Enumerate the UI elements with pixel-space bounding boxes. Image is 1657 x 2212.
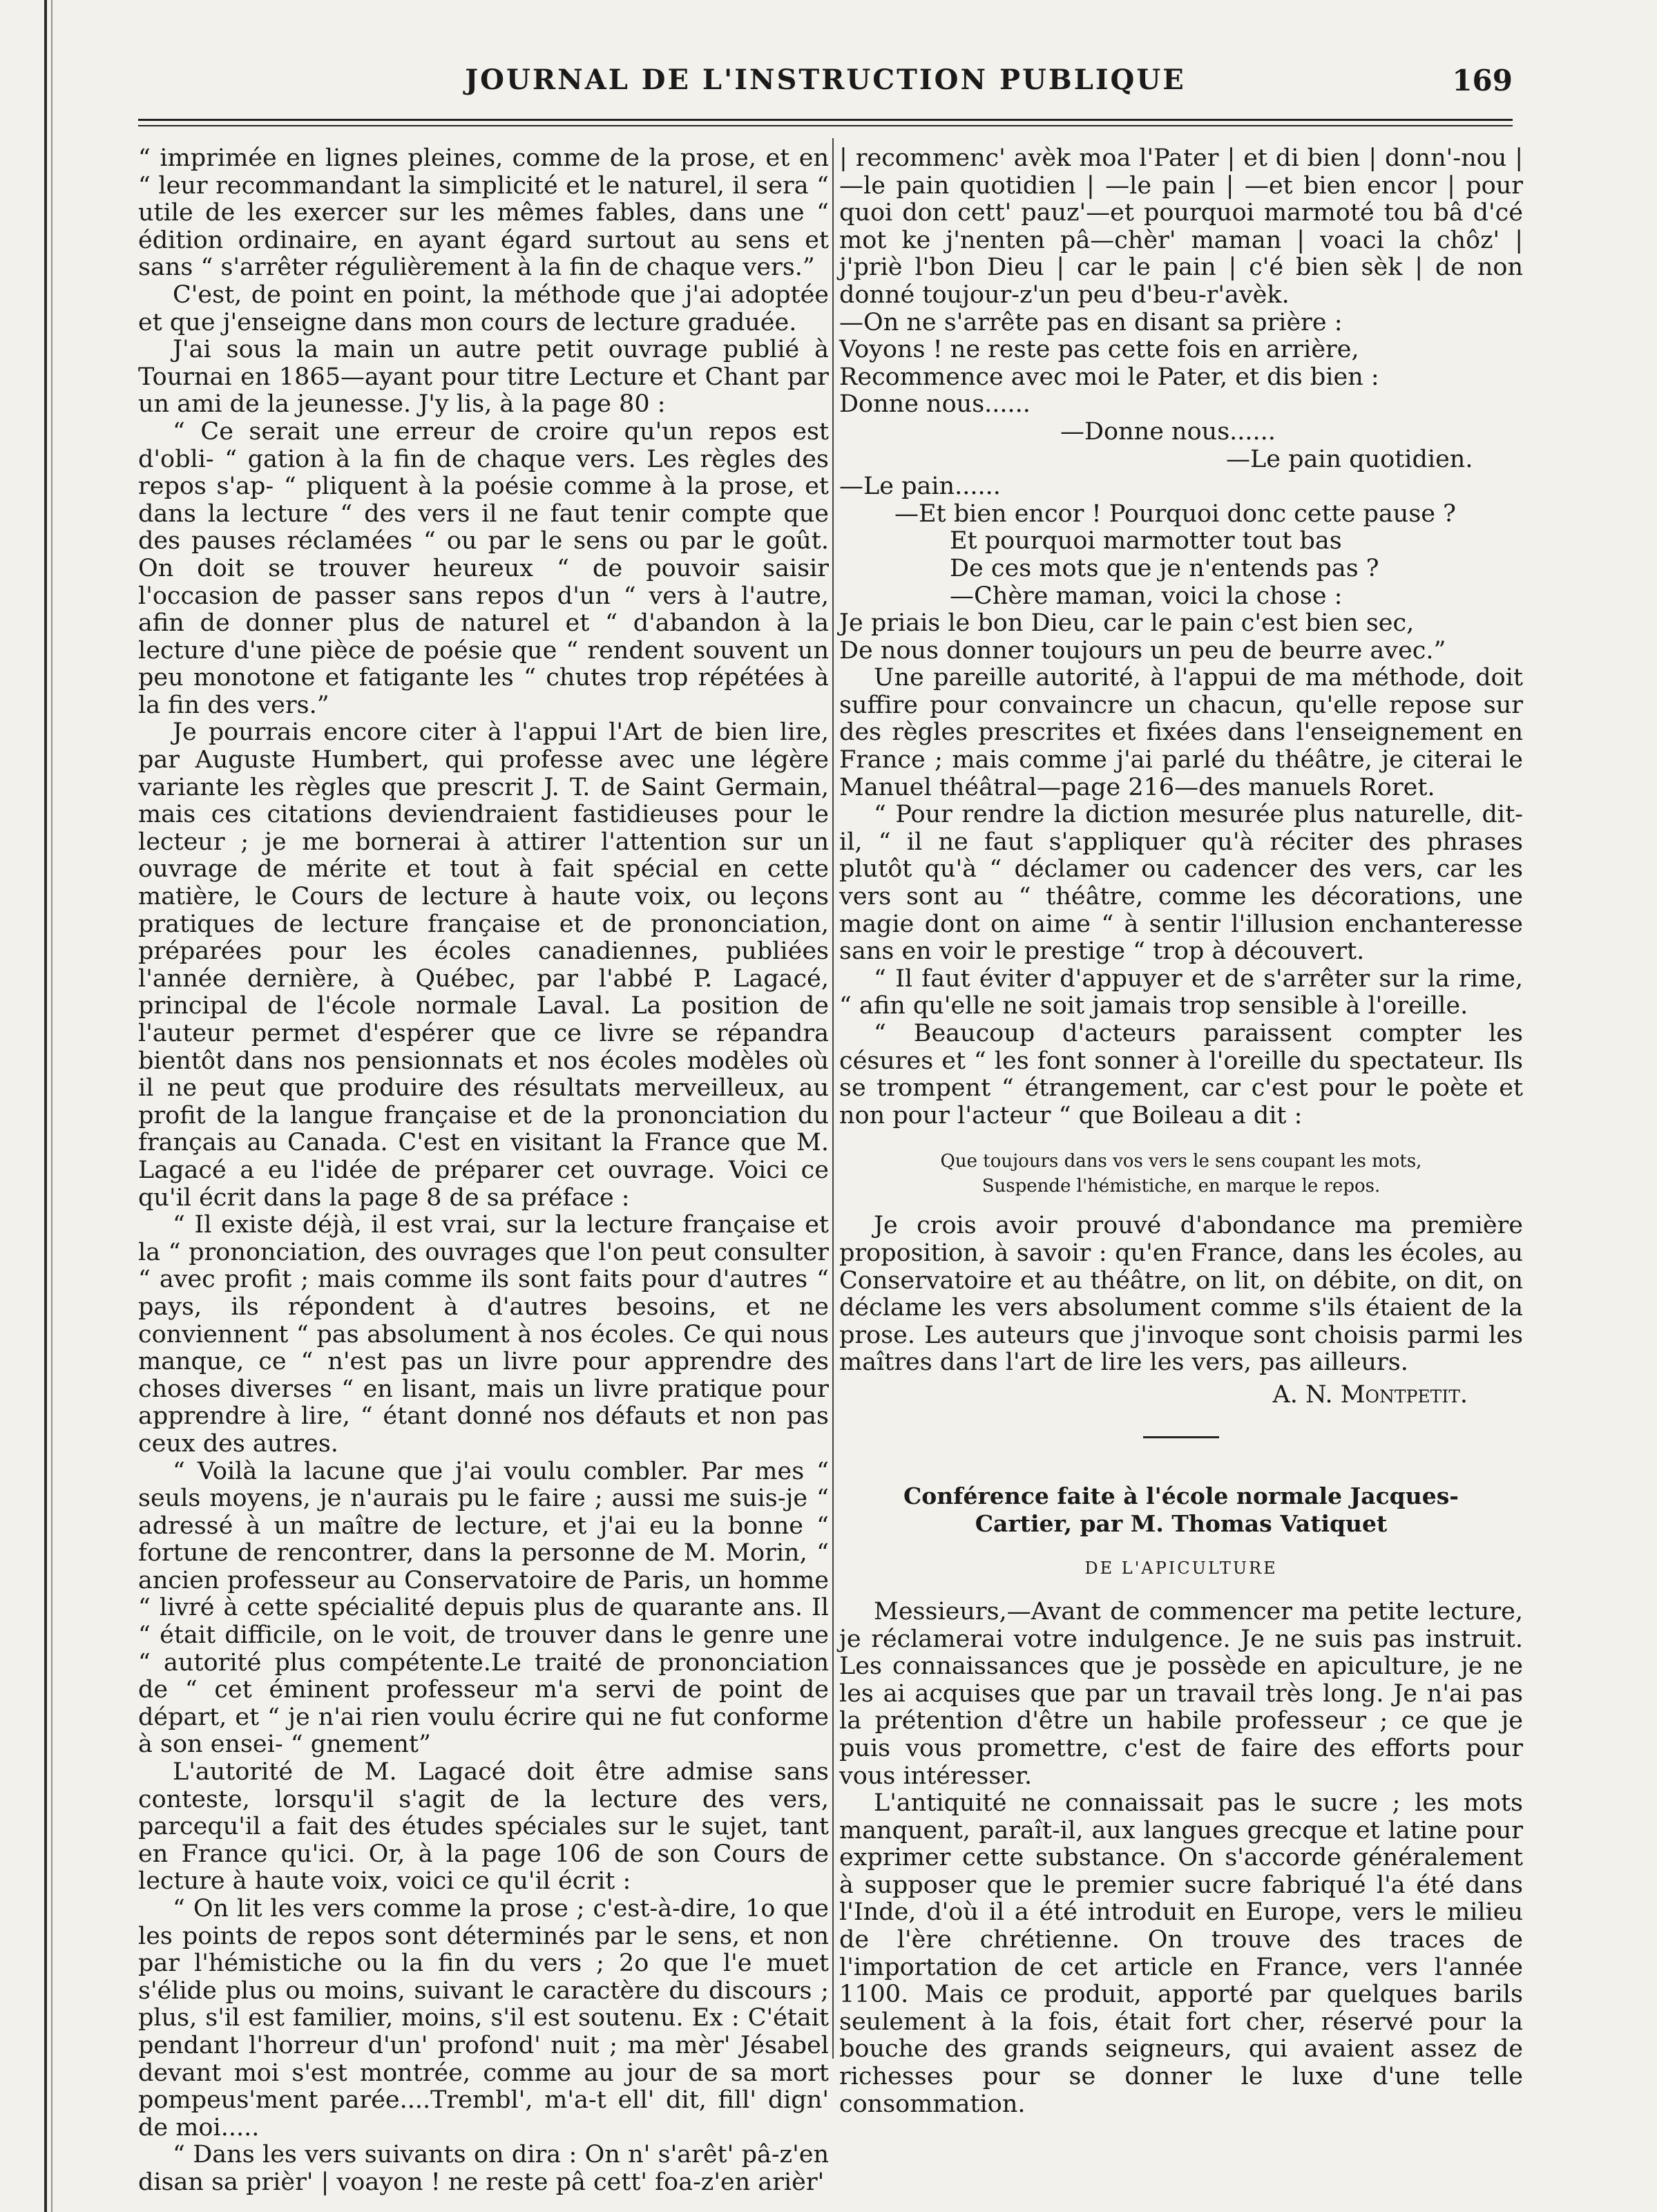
binding-edge <box>44 0 47 2212</box>
quotation: “ Il existe déjà, il est vrai, sur la lecture française et la “ prononciation, des ouvrages que l'on peut consulter “ avec profit ; mais comme ils sont faits pour d'autres “ pays, ils répondent à d'autres besoins, et ne conviennent “ pas absolument à nos écoles. Ce qui nous manque, ce “ n'est pas un livre pour apprendre des choses diverses “ en lisant, mais un livre pratique pour apprendre à lire, “ étant donné nos défauts et non pas ceux des autres. <box>138 1211 829 1458</box>
quotation: “ Voilà la lacune que j'ai voulu combler. Par mes “ seuls moyens, je n'aurais pu le faire ; aussi me suis-je “ adressé à un maître de lecture, et j'ai eu la bonne “ fortune de rencontrer, dans la personne de M. Morin, “ ancien professeur au Conservatoire de Paris, un homme “ livré à cette spécialité depuis plus de quarante ans. Il “ était difficile, on le voit, de trouver dans le genre une “ autorité plus compétente.Le traité de prononciation de “ cet éminent professeur m'a servi de point de départ, et “ je n'ai rien voulu écrire qui ne fut conforme à son ensei- “ gnement” <box>138 1457 829 1759</box>
paragraph: L'antiquité ne connaissait pas le sucre ; les mots manquent, paraît-il, aux langues grecque et latine pour exprimer cette substance. On s'accorde généralement à supposer que le premier sucre fabriqué l'a été dans l'Inde, d'où il a été introduit en Europe, vers le milieu de l'ère chrétienne. On trouve des traces de l'importation de cet article en France, vers l'année 1100. Mais ce produit, apporté par quelques barils seulement à la fois, était fort cher, réservé pour la bouche des grands seigneurs, qui avaient assez de richesses pour se donner le luxe d'une telle consommation. <box>839 1789 1523 2118</box>
boileau-quote <box>839 1149 1523 1199</box>
paragraph: | recommenc' avèk moa l'Pater | et di bien | donn'-nou | —le pain quotidien | —le pain | —et bien encor | pour quoi don cett' pauz'—et pourquoi marmoté tou bâ d'cé mot ke j'nenten pâ—chèr' maman | voaci la chôz' | j'priè l'bon Dieu | car le pain | c'é bien sèk | de non donné toujour-z'un peu d'beu-r'avèk. <box>839 144 1523 309</box>
quotation: “ Ce serait une erreur de croire qu'un repos est d'obli- “ gation à la fin de chaque vers. Les règles des repos s'ap- “ pliquent à la poésie comme à la prose, et dans la lecture “ des vers il ne faut tenir compte que des pauses réclamées “ ou par le sens ou par le goût. On doit se trouver heureux “ de pouvoir saisir l'occasion de passer sans repos d'un “ vers à l'autre, afin de donner plus de naturel et “ d'abandon à la lecture d'une pièce de poésie que “ rendent souvent un peu monotone et fatigante les “ chutes trop répétées à la fin des vers.” <box>138 417 829 719</box>
verse-line: —Et bien encor ! Pourquoi donc cette pause ? <box>894 499 1456 528</box>
verse-line: Je priais le bon Dieu, car le pain c'est bien sec, <box>839 609 1415 638</box>
paragraph: J'ai sous la main un autre petit ouvrage publié à Tournai en 1865—ayant pour titre Lecture et Chant par un ami de la jeunesse. J'y lis, à la page 80 : <box>138 336 829 419</box>
verse-line: —Donne nous...... <box>1060 417 1276 446</box>
article-subheading: DE L'APICULTURE <box>1084 1558 1278 1578</box>
verse-line: Et pourquoi marmotter tout bas <box>950 527 1342 555</box>
verse-line: De ces mots que je n'entends pas ? <box>950 554 1379 582</box>
binding-shadow <box>51 0 52 2212</box>
paragraph: “ imprimée en lignes pleines, comme de la prose, et en “ leur recommandant la simplicité et le naturel, il sera “ utile de les exercer sur les mêmes fables, dans une “ édition ordinaire, en ayant égard surtout au sens et sans “ s'arrêter régulièrement à la fin de chaque vers.” <box>138 144 829 282</box>
header-rule-top <box>138 119 1513 121</box>
quotation: “ Dans les vers suivants on dira : On n' s'arêt' pâ-z'en disan sa prièr' | voayon ! ne reste pâ cett' foa-z'en arièr' <box>138 2141 829 2196</box>
paragraph: L'autorité de M. Lagacé doit être admise sans conteste, lorsqu'il s'agit de la lecture des vers, parcequ'il a fait des études spéciales sur le sujet, tant en France qu'ici. Or, à la page 106 de son Cours de lecture à haute voix, voici ce qu'il écrit : <box>138 1758 829 1896</box>
verse-line: De nous donner toujours un peu de beurre avec.” <box>839 636 1446 665</box>
header-rule-bottom <box>138 125 1513 126</box>
quotation: “ Beaucoup d'acteurs paraissent compter les césures et “ les font sonner à l'oreille du spectateur. Ils se trompent “ étrangement, car c'est pour le poète et non pour l'acteur “ que Boileau a dit : <box>839 1020 1523 1129</box>
paragraph: Je pourrais encore citer à l'appui l'Art de bien lire, par Auguste Humbert, qui professe avec une légère variante les règles que prescrit J. T. de Saint Germain, mais ces citations deviendraient fastidieuses pour le lecteur ; je me bornerai à attirer l'attention sur un ouvrage de mérite et tout à fait spécial en cette matière, le Cours de lecture à haute voix, ou leçons pratiques de lecture française et de prononciation, préparées pour les écoles canadiennes, publiées l'année dernière, à Québec, par l'abbé P. Lagacé, principal de l'école normale Laval. La position de l'auteur permet d'espérer que ce livre se répandra bientôt dans nos pensionnats et nos écoles modèles où il ne peut que produire des résultats merveilleux, au profit de la langue française et de la prononciation du français au Canada. C'est en visitant la France que M. Lagacé a eu l'idée de préparer cet ouvrage. Voici ce qu'il écrit dans la page 8 de sa préface : <box>138 718 829 1212</box>
page-number: 169 <box>1452 64 1513 97</box>
quote-line: Que toujours dans vos vers le sens coupant les mots, <box>940 1151 1422 1172</box>
quotation: “ Il faut éviter d'appuyer et de s'arrêter sur la rime, “ afin qu'elle ne soit jamais trop sensible à l'oreille. <box>839 964 1523 1020</box>
running-header <box>104 64 1547 105</box>
running-title: JOURNAL DE L'INSTRUCTION PUBLIQUE <box>465 64 1186 96</box>
column-divider <box>832 138 834 2059</box>
author-signature: A. N. Montpetit. <box>1272 1380 1468 1409</box>
article-heading: Conférence faite à l'école normale Jacques-Cartier, par M. Thomas Vatiquet <box>903 1482 1459 1537</box>
paragraph: Messieurs,—Avant de commencer ma petite lecture, je réclamerai votre indulgence. Je ne suis pas instruit. Les connaissances que je possède en apiculture, je ne les ai acquises que par un travail très long. Je n'ai pas la prétention d'être un habile professeur ; ce que je puis vous promettre, c'est de faire des efforts pour vous intéresser. <box>839 1597 1523 1790</box>
quote-line: Suspende l'hémistiche, en marque le repos. <box>981 1176 1381 1197</box>
right-column <box>839 144 1523 2118</box>
left-column <box>138 144 829 2196</box>
verse-line: —Le pain...... <box>839 473 1001 501</box>
section-separator <box>1143 1436 1219 1438</box>
paragraph: C'est, de point en point, la méthode que j'ai adoptée et que j'enseigne dans mon cours de lecture graduée. <box>138 280 829 336</box>
verse-line: Voyons ! ne reste pas cette fois en arrière, <box>839 336 1359 364</box>
verse-line: —Le pain quotidien. <box>1226 445 1473 473</box>
quotation: “ Pour rendre la diction mesurée plus naturelle, dit-il, “ il ne faut s'appliquer qu'à réciter des phrases plutôt qu'à “ déclamer ou cadencer des vers, car les vers sont au “ théâtre, comme les décorations, une magie dont on aime “ à sentir l'illusion enchanteresse sans en voir le prestige “ trop à découvert. <box>839 801 1523 966</box>
verse-line: —Chère maman, voici la chose : <box>950 582 1343 610</box>
verse-line: Recommence avec moi le Pater, et dis bien : <box>839 363 1379 391</box>
verse-line: —On ne s'arrête pas en disant sa prière : <box>839 308 1343 336</box>
verse-line: Donne nous...... <box>839 390 1031 419</box>
paragraph: Je crois avoir prouvé d'abondance ma première proposition, à savoir : qu'en France, dans les écoles, au Conservatoire et au théâtre, on lit, on débite, on dit, on déclame les vers absolument comme s'ils étaient de la prose. Les auteurs que j'invoque sont choisis parmi les maîtres dans l'art de lire les vers, pas ailleurs. <box>839 1212 1523 1377</box>
paragraph: Une pareille autorité, à l'appui de ma méthode, doit suffire pour convaincre un chacun, qu'elle repose sur des règles prescrites et fixées dans l'enseignement en France ; mais comme j'ai parlé du théâtre, je citerai le Manuel théâtral—page 216—des manuels Roret. <box>839 664 1523 801</box>
quotation: “ On lit les vers comme la prose ; c'est-à-dire, 1o que les points de repos sont déterminés par le sens, et non par l'hémistiche ou la fin du vers ; 2o que l'e muet s'élide plus ou moins, suivant le caractère du discours ; plus, s'il est familier, moins, s'il est soutenu. Ex : C'était pendant l'horreur d'un' profond' nuit ; ma mèr' Jésabel devant moi s'est montrée, comme au jour de sa mort pompeus'ment parée....Trembl', m'a-t ell' dit, fill' dign' de moi..... <box>138 1895 829 2142</box>
